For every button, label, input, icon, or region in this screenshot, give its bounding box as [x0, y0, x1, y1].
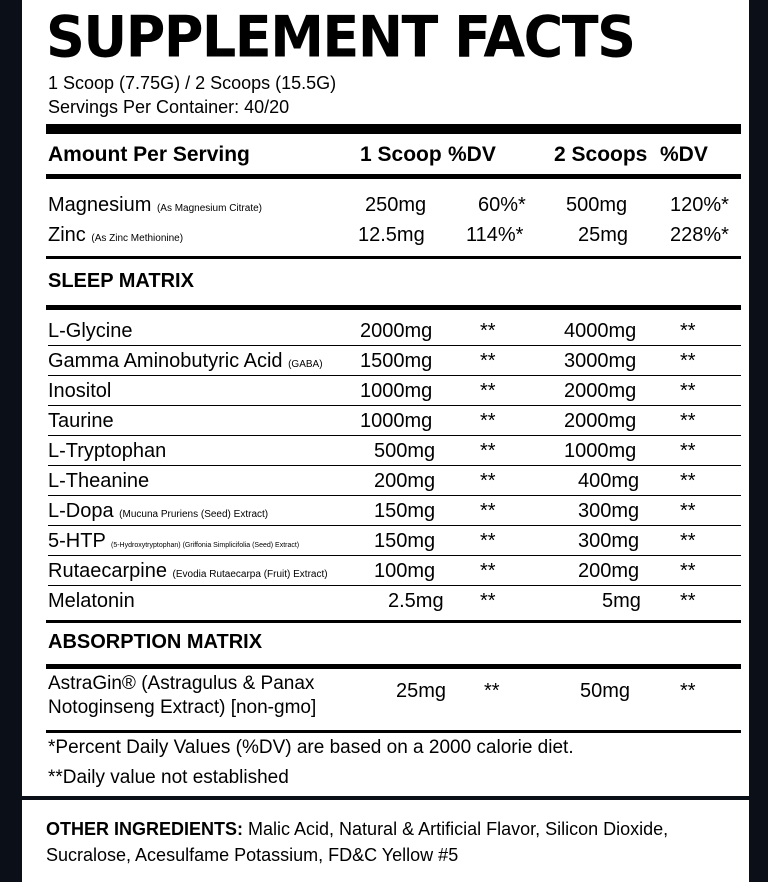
header-amount-per-serving: Amount Per Serving	[48, 143, 250, 166]
ingredient-name: Zinc (As Zinc Methionine)	[48, 224, 184, 246]
divider-minerals	[46, 256, 741, 259]
thick-divider-header	[46, 174, 741, 179]
dv-2-scoops: 228%*	[670, 224, 729, 246]
header-dv-2: %DV	[660, 143, 708, 166]
servings-per-container: Servings Per Container: 40/20	[48, 97, 290, 117]
dv-1-scoop: **	[484, 680, 500, 702]
sleep-row	[48, 586, 738, 616]
dv-2-scoops: **	[680, 560, 696, 582]
amount-1-scoop: 250mg	[365, 194, 427, 216]
dv-1-scoop: **	[480, 470, 496, 492]
other-ingredients-text	[46, 816, 746, 868]
dv-2-scoops: **	[680, 350, 696, 372]
mineral-row	[48, 220, 738, 250]
dv-1-scoop: **	[480, 350, 496, 372]
ingredient-name: 5-HTP (5-Hydroxytryptophan) (Griffonia Simplicifolia (Seed) Extract)	[48, 530, 300, 552]
sleep-row	[48, 466, 738, 496]
dv-2-scoops: **	[680, 590, 696, 612]
dv-2-scoops: **	[680, 440, 696, 462]
amount-2-scoops: 5mg	[602, 590, 641, 612]
divider-sleep-matrix	[46, 305, 741, 310]
other-ingredients-list: Malic Acid, Natural & Artificial Flavor, Silicon Dioxide, Sucralose, Acesulfame Potassium, FD&C Yellow #5	[46, 819, 669, 865]
sleep-row	[48, 316, 738, 346]
dv-2-scoops: **	[680, 680, 696, 702]
divider-absorption	[46, 664, 741, 669]
amount-2-scoops: 4000mg	[564, 320, 637, 342]
amount-2-scoops: 50mg	[580, 680, 631, 702]
dv-1-scoop: **	[480, 380, 496, 402]
amount-1-scoop: 1000mg	[360, 380, 433, 402]
ingredient-name: L-Dopa (Mucuna Pruriens (Seed) Extract)	[48, 500, 269, 522]
dv-2-scoops: **	[680, 410, 696, 432]
dv-2-scoops: **	[680, 530, 696, 552]
ingredient-name: Melatonin	[48, 590, 135, 612]
amount-1-scoop: 2.5mg	[388, 590, 444, 612]
amount-1-scoop: 150mg	[374, 530, 436, 552]
amount-1-scoop: 2000mg	[360, 320, 433, 342]
absorption-row	[48, 672, 738, 724]
dv-2-scoops: **	[680, 320, 696, 342]
divider-footnotes	[46, 730, 741, 733]
ingredient-name: Inositol	[48, 380, 112, 402]
dv-2-scoops: 120%*	[670, 194, 729, 216]
sleep-row	[48, 496, 738, 526]
sleep-row	[48, 376, 738, 406]
footnote-dv-not-established: **Daily value not established	[48, 767, 289, 788]
dv-2-scoops: **	[680, 380, 696, 402]
sleep-row	[48, 406, 738, 436]
dv-1-scoop: **	[480, 560, 496, 582]
header-2-scoops: 2 Scoops	[554, 143, 648, 166]
dv-1-scoop: **	[480, 530, 496, 552]
header-dv-1: %DV	[448, 143, 496, 166]
other-ingredients-label: OTHER INGREDIENTS:	[46, 819, 244, 839]
dv-2-scoops: **	[680, 470, 696, 492]
amount-2-scoops: 3000mg	[564, 350, 637, 372]
sleep-row	[48, 346, 738, 376]
amount-2-scoops: 200mg	[578, 560, 640, 582]
dv-1-scoop: **	[480, 410, 496, 432]
ingredient-name: Gamma Aminobutyric Acid (GABA)	[48, 350, 323, 372]
amount-2-scoops: 25mg	[578, 224, 629, 246]
amount-2-scoops: 300mg	[578, 500, 640, 522]
serving-size: 1 Scoop (7.75G) / 2 Scoops (15.5G)	[48, 73, 337, 93]
sleep-matrix-title: SLEEP MATRIX	[48, 270, 194, 292]
panel-title: SUPPLEMENT FACTS	[46, 4, 635, 71]
amount-2-scoops: 400mg	[578, 470, 640, 492]
amount-1-scoop: 200mg	[374, 470, 436, 492]
amount-1-scoop: 25mg	[396, 680, 447, 702]
amount-1-scoop: 150mg	[374, 500, 436, 522]
amount-2-scoops: 300mg	[578, 530, 640, 552]
ingredient-name: L-Theanine	[48, 470, 150, 492]
amount-2-scoops: 500mg	[566, 194, 628, 216]
dv-1-scoop: **	[480, 440, 496, 462]
absorption-matrix-title: ABSORPTION MATRIX	[48, 631, 263, 653]
ingredient-name: Magnesium (As Magnesium Citrate)	[48, 194, 262, 216]
mineral-row	[48, 190, 738, 220]
dv-1-scoop: **	[480, 590, 496, 612]
amount-1-scoop: 12.5mg	[358, 224, 425, 246]
amount-1-scoop: 500mg	[374, 440, 436, 462]
thick-divider-top	[46, 124, 741, 134]
amount-1-scoop: 1500mg	[360, 350, 433, 372]
dv-1-scoop: **	[480, 320, 496, 342]
dv-1-scoop: 114%*	[466, 224, 524, 246]
ingredient-name: L-Tryptophan	[48, 440, 167, 462]
amount-2-scoops: 1000mg	[564, 440, 637, 462]
ingredient-name: AstraGin® (Astragulus & Panax Notoginseng Extract) [non-gmo]	[48, 673, 317, 718]
amount-1-scoop: 1000mg	[360, 410, 433, 432]
dv-2-scoops: **	[680, 500, 696, 522]
amount-2-scoops: 2000mg	[564, 380, 637, 402]
ingredient-name: L-Glycine	[48, 320, 133, 342]
amount-1-scoop: 100mg	[374, 560, 436, 582]
other-ingredients-panel	[22, 800, 749, 882]
amount-2-scoops: 2000mg	[564, 410, 637, 432]
supplement-facts-panel	[22, 0, 749, 796]
ingredient-name: Rutaecarpine (Evodia Rutaecarpa (Fruit) Extract)	[48, 560, 328, 582]
sleep-row	[48, 526, 738, 556]
divider-sleep-end	[46, 620, 741, 623]
sleep-row	[48, 556, 738, 586]
footnote-percent-dv: *Percent Daily Values (%DV) are based on a 2000 calorie diet.	[48, 737, 574, 758]
ingredient-name: Taurine	[48, 410, 114, 432]
dv-1-scoop: **	[480, 500, 496, 522]
dv-1-scoop: 60%*	[478, 194, 526, 216]
header-1-scoop: 1 Scoop	[360, 143, 442, 166]
sleep-row	[48, 436, 738, 466]
